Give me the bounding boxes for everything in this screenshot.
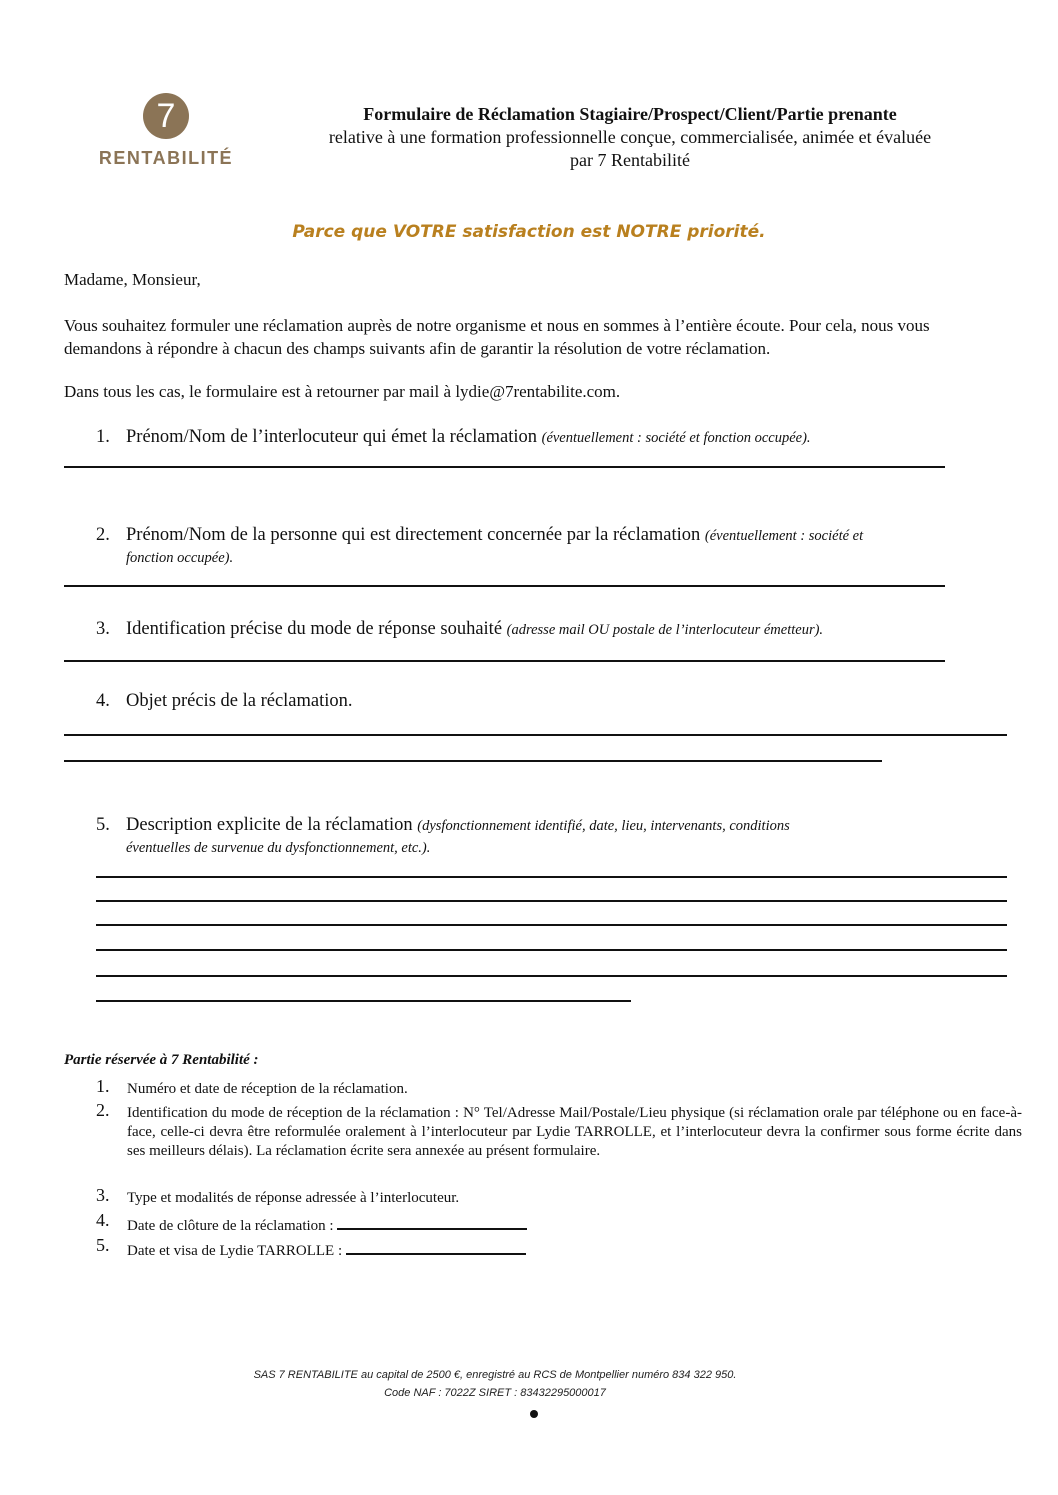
footer [0,1366,990,1402]
reserved-item-text: Date et visa de Lydie TARROLLE : [127,1243,346,1259]
answer-line[interactable] [64,734,1007,736]
question-number: 4. [96,691,110,711]
document-subtitle-line1: relative à une formation professionnelle conçue, commercialisée, animée et évaluée [328,127,932,147]
answer-line[interactable] [96,975,1007,977]
question-hint-continued: fonction occupée). [126,550,234,566]
intro-paragraph: Vous souhaitez formuler une réclamation auprès de notre organisme et nous en sommes à l’entière écoute. Pour cela, nous vous demandons à répondre à chacun des champs suivants afin de garantir la résolution de votre réclamation. [64,316,930,358]
document-subtitle-line2: par 7 Rentabilité [570,150,690,170]
question-hint: (adresse mail OU postale de l’interlocuteur émetteur). [506,622,824,638]
reserved-item-number: 4. [96,1210,110,1230]
question-label: Description explicite de la réclamation [126,815,413,835]
answer-line[interactable] [64,660,945,662]
reserved-item-number: 5. [96,1235,110,1255]
answer-line[interactable] [96,924,1007,926]
reserved-item-text: Numéro et date de réception de la réclamation. [127,1081,408,1097]
question-label: Objet précis de la réclamation. [126,691,353,711]
question-number: 1. [96,427,110,447]
document-header [250,103,1010,172]
reserved-item-1 [96,1076,1022,1099]
reserved-item-2 [96,1100,1022,1161]
question-hint: (dysfonctionnement identifié, date, lieu, intervenants, conditions [417,818,790,834]
answer-line[interactable] [96,949,1007,951]
question-1 [96,426,1008,449]
reserved-item-text: Date de clôture de la réclamation : [127,1218,338,1234]
question-number: 3. [96,619,110,639]
logo-name: RENTABILITÉ [98,148,234,168]
reserved-item-3 [96,1185,1022,1208]
reserved-item-text-row [127,1214,1022,1236]
closing-date-field[interactable] [337,1214,527,1230]
visa-field[interactable] [346,1239,526,1255]
question-hint: (éventuellement : société et [704,528,864,544]
question-hint: (éventuellement : société et fonction occupée). [541,430,811,446]
reserved-item-4 [96,1210,1022,1236]
question-number: 5. [96,815,110,835]
return-instructions: Dans tous les cas, le formulaire est à retourner par mail à lydie@7rentabilite.com. [64,382,621,401]
footer-company-info: SAS 7 RENTABILITE au capital de 2500 €, enregistré au RCS de Montpellier numéro 834 322 950. [253,1369,737,1381]
answer-line[interactable] [96,1000,631,1002]
reserved-item-text-row [127,1239,1022,1261]
logo-mark: 7 [143,93,189,139]
bullet-icon [530,1410,538,1418]
reserved-section-title: Partie réservée à 7 Rentabilité : [64,1052,259,1068]
document-title: Formulaire de Réclamation Stagiaire/Prospect/Client/Partie prenante [363,104,897,124]
reserved-item-number: 2. [96,1100,110,1120]
question-label: Identification précise du mode de réponse souhaité [126,619,503,639]
reserved-item-number: 3. [96,1185,110,1205]
question-5 [96,814,1008,859]
question-hint-continued: éventuelles de survenue du dysfonctionnement, etc.). [126,840,431,856]
question-label: Prénom/Nom de l’interlocuteur qui émet la réclamation [126,427,537,447]
question-number: 2. [96,525,110,545]
footer-codes: Code NAF : 7022Z SIRET : 83432295000017 [384,1387,606,1399]
question-4 [96,690,1008,712]
greeting: Madame, Monsieur, [64,270,201,289]
tagline: Parce que VOTRE satisfaction est NOTRE priorité. [292,222,766,242]
answer-line[interactable] [64,466,945,468]
answer-line[interactable] [96,876,1007,878]
reserved-item-text: Type et modalités de réponse adressée à l’interlocuteur. [127,1190,460,1206]
reserved-item-number: 1. [96,1076,110,1096]
reserved-item-text: Identification du mode de réception de la réclamation : N° Tel/Adresse Mail/Postale/Lieu physique (si réclamation orale par téléphone ou en face-à-face, celle-ci devra être reformulée oralement à l’interlocuteur par Lydie TARROLLE, et l’interlocuteur devra la confirmer sous forme écrite dans ses meilleurs délais). La réclamation écrite sera annexée au présent formulaire. [127,1105,1022,1159]
answer-line[interactable] [64,585,945,587]
question-2 [96,524,1008,569]
answer-line[interactable] [64,760,882,762]
answer-line[interactable] [96,900,1007,902]
question-label: Prénom/Nom de la personne qui est directement concernée par la réclamation [126,525,701,545]
reserved-item-5 [96,1235,1022,1261]
question-3 [96,618,1008,641]
